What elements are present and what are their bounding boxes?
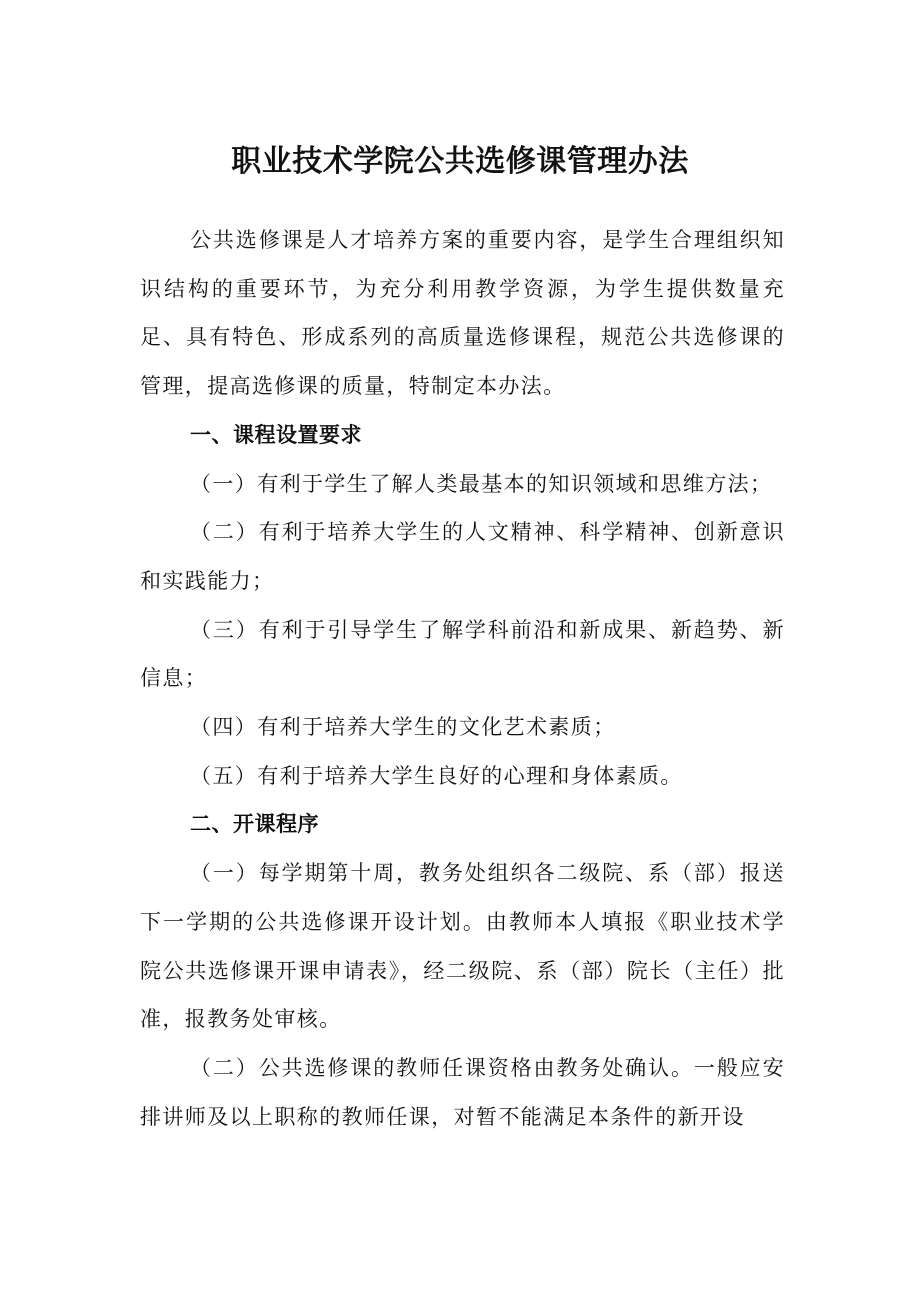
section-heading-course-requirements: 一、课程设置要求 bbox=[190, 422, 362, 447]
procedure-item-2: （二）公共选修课的教师任课资格由教务处确认。一般应安排讲师及以上职称的教师任课，对暂不能满足本条件的新开设 bbox=[140, 1055, 785, 1129]
requirement-item-3: （三）有利于引导学生了解学科前沿和新成果、新趋势、新信息； bbox=[140, 617, 785, 691]
requirement-item-4: （四）有利于培养大学生的文化艺术素质； bbox=[190, 715, 616, 740]
intro-paragraph: 公共选修课是人才培养方案的重要内容，是学生合理组织知识结构的重要环节，为充分利用教学资源，为学生提供数量充足、具有特色、形成系列的高质量选修课程，规范公共选修课的管理，提高选修课的质量，特制定本办法。 bbox=[140, 228, 785, 399]
document-body bbox=[140, 216, 785, 1141]
section-heading-course-procedure: 二、开课程序 bbox=[190, 812, 319, 837]
procedure-item-1: （一）每学期第十周，教务处组织各二级院、系（部）报送下一学期的公共选修课开设计划。由教师本人填报《职业技术学院公共选修课开课申请表》，经二级院、系（部）院长（主任）批准，报教务处审核。 bbox=[140, 861, 785, 1032]
requirement-item-1: （一）有利于学生了解人类最基本的知识领域和思维方法； bbox=[190, 471, 773, 496]
document-title: 职业技术学院公共选修课管理办法 bbox=[231, 144, 689, 179]
requirement-item-2: （二）有利于培养大学生的人文精神、科学精神、创新意识和实践能力； bbox=[140, 520, 785, 593]
requirement-item-5: （五）有利于培养大学生良好的心理和身体素质。 bbox=[190, 763, 683, 788]
